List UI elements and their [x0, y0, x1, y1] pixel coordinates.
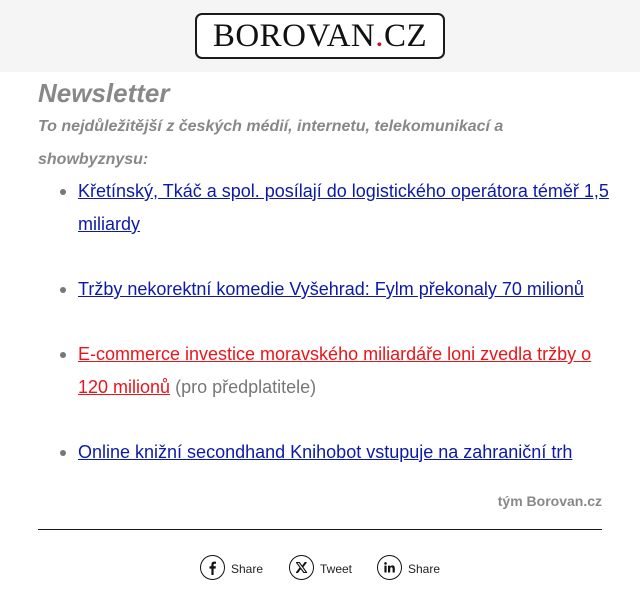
- article-item: [56, 436, 616, 469]
- signature: tým Borovan.cz: [497, 493, 602, 509]
- share-bar: [0, 555, 640, 585]
- bullet-icon: [60, 352, 66, 358]
- newsletter-subtitle: To nejdůležitější z českých médií, internetu, telekomunikací a showbyznysu:: [38, 118, 504, 168]
- premium-note: (pro předplatitele): [175, 377, 317, 397]
- bullet-icon: [60, 287, 66, 293]
- article-link-premium[interactable]: E-commerce investice moravského miliardáře loni zvedla tržby o 120 milionů: [78, 344, 592, 397]
- logo-main-text: BOROVAN: [212, 18, 376, 54]
- article-item: [56, 338, 616, 404]
- x-icon: [289, 555, 314, 580]
- article-link[interactable]: Tržby nekorektní komedie Vyšehrad: Fylm překonaly 70 milionů: [78, 279, 584, 299]
- divider: [38, 529, 602, 530]
- article-link[interactable]: Křetínský, Tkáč a spol. posílají do logistického operátora téměř 1,5 miliardy: [78, 181, 609, 234]
- x-tweet-label: Tweet: [320, 562, 353, 576]
- linkedin-share-label: Share: [408, 562, 441, 576]
- facebook-icon: [200, 555, 225, 580]
- site-logo[interactable]: [195, 13, 445, 59]
- linkedin-icon: [377, 555, 402, 580]
- linkedin-share-button[interactable]: [377, 555, 447, 583]
- newsletter-title: Newsletter: [38, 78, 170, 108]
- facebook-share-label: Share: [231, 562, 264, 576]
- facebook-share-button[interactable]: [200, 555, 270, 583]
- bullet-icon: [60, 189, 66, 195]
- header: [0, 0, 640, 72]
- logo-tld-text: CZ: [384, 18, 428, 54]
- article-list: [56, 175, 616, 469]
- article-item: [56, 273, 616, 306]
- article-item: [56, 175, 616, 241]
- article-link[interactable]: Online knižní secondhand Knihobot vstupuje na zahraniční trh: [78, 442, 573, 462]
- x-tweet-button[interactable]: [289, 555, 359, 583]
- logo-dot: .: [375, 18, 384, 54]
- bullet-icon: [60, 450, 66, 456]
